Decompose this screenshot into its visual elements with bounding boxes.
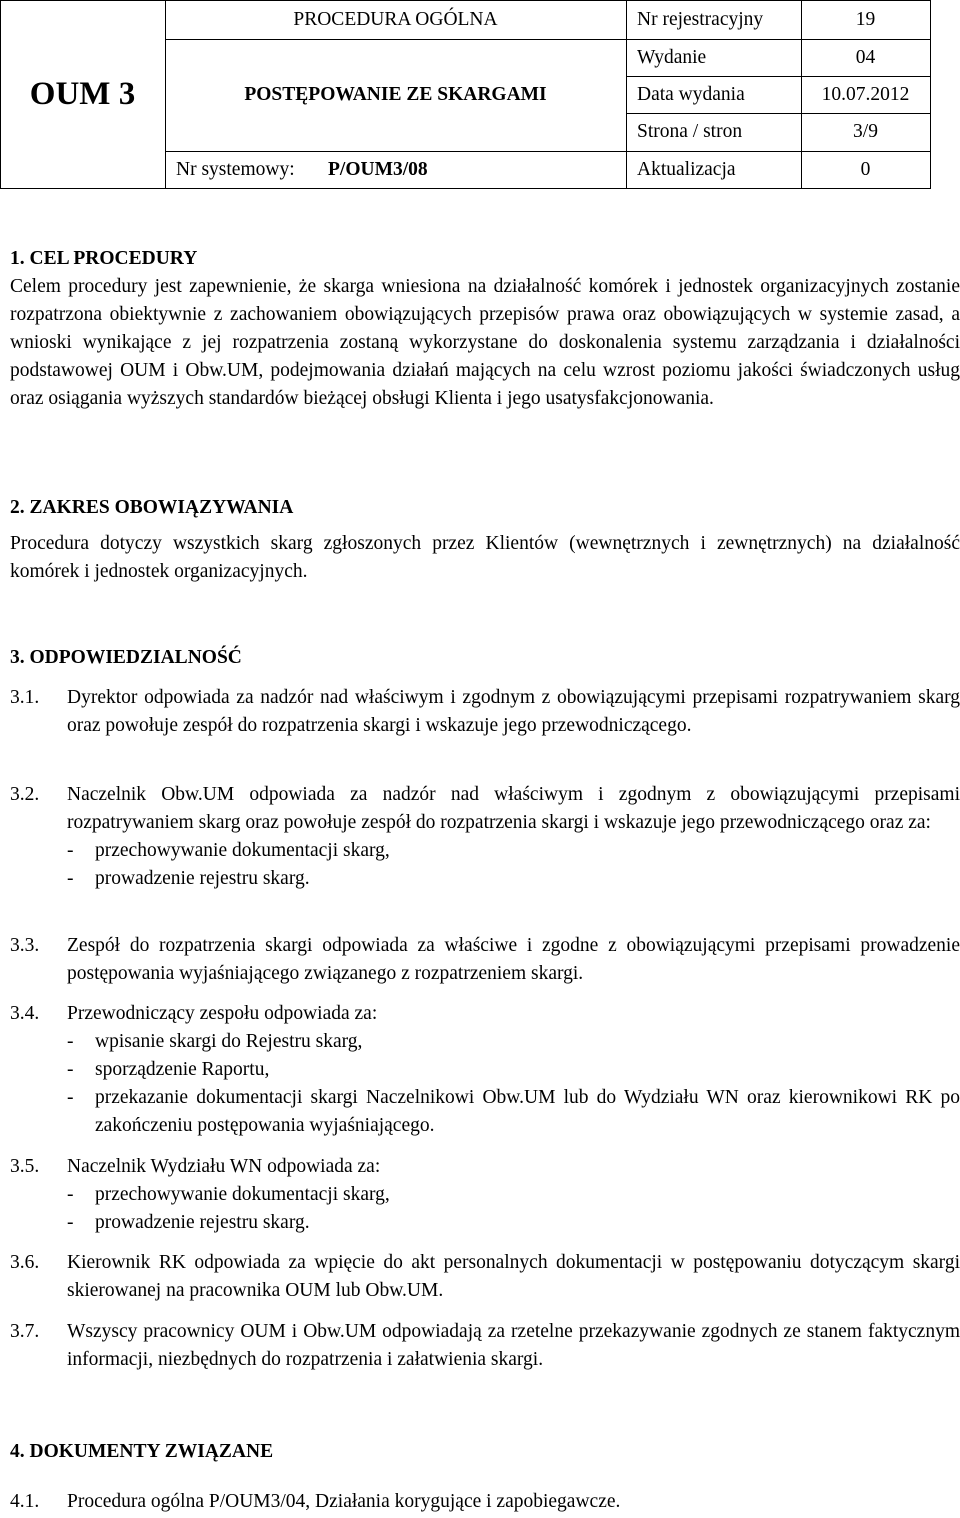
section-responsibility bbox=[10, 644, 960, 672]
system-number-label: Nr systemowy: bbox=[176, 158, 295, 180]
item-text: Przewodniczący zespołu odpowiada za: bbox=[67, 1003, 378, 1024]
section-paragraph: Celem procedury jest zapewnienie, że skarga wniesiona na działalność komórek i jednostek organizacyjnych zostanie rozpatrzona obiektywnie z zachowaniem obowiązujących przepisów prawa oraz obowiązujących w systemie zasad, a wnioski wynikające z jej rozpatrzenia zostaną wykorzystane do doskonalenia systemu zarządzania i działalności podstawowej OUM i Obw.UM, podejmowania działań mających na celu wzrost poziomu jakości świadczonych usług oraz osiągania wyższych standardów bieżącej obsługi Klienta i jego usatysfakcjonowania. bbox=[10, 276, 960, 409]
dash-bullet: - przechowywanie dokumentacji skarg, bbox=[67, 1181, 960, 1209]
list-item bbox=[10, 684, 960, 740]
section-heading: 1. CEL PROCEDURY bbox=[10, 248, 198, 269]
section-paragraph: Procedura dotyczy wszystkich skarg zgłoszonych przez Klientów (wewnętrznych i zewnętrznych) na działalność komórek i jednostek organizacyjnych. bbox=[10, 533, 960, 582]
item-text: Kierownik RK odpowiada za wpięcie do akt personalnych dokumentacji w postępowaniu dotyczącym skargi skierowanej na pracownika OUM lub Obw.UM. bbox=[67, 1252, 960, 1301]
item-number: 4.1. bbox=[10, 1491, 40, 1512]
list-item bbox=[10, 1488, 960, 1516]
procedure-code: OUM 3 bbox=[29, 76, 136, 112]
issue-date-value: 10.07.2012 bbox=[821, 83, 910, 105]
edition-value: 04 bbox=[855, 46, 876, 68]
item-number: 3.1. bbox=[10, 687, 40, 708]
item-text: Procedura ogólna P/OUM3/04, Działania korygujące i zapobiegawcze. bbox=[67, 1491, 621, 1512]
document-header-table bbox=[0, 0, 931, 189]
procedure-title: POSTĘPOWANIE ZE SKARGAMI bbox=[244, 84, 547, 105]
item-number: 3.6. bbox=[10, 1252, 40, 1273]
list-item bbox=[10, 781, 960, 893]
item-text: Naczelnik Obw.UM odpowiada za nadzór nad właściwym i zgodnym z obowiązującymi przepisami rozpatrywaniem skarg oraz powołuje zespół do rozpatrzenia skargi i wskazuje jego przewodniczącego oraz za: bbox=[67, 784, 960, 833]
dash-bullet: - przekazanie dokumentacji skargi Naczelnikowi Obw.UM lub do Wydziału WN oraz kierownikowi RK po zakończeniu postępowania wyjaśniającego. bbox=[67, 1084, 960, 1140]
system-number-value: P/OUM3/08 bbox=[328, 158, 428, 180]
list-item bbox=[10, 1000, 960, 1140]
page-count-value: 3/9 bbox=[853, 121, 878, 142]
edition-label: Wydanie bbox=[637, 46, 707, 68]
page-count-label: Strona / stron bbox=[637, 121, 743, 142]
item-number: 3.5. bbox=[10, 1156, 40, 1177]
section-scope bbox=[10, 494, 960, 586]
item-number: 3.7. bbox=[10, 1321, 40, 1342]
section-purpose bbox=[10, 245, 960, 413]
item-number: 3.2. bbox=[10, 784, 40, 805]
section-related-documents bbox=[10, 1438, 960, 1466]
list-item bbox=[10, 932, 960, 988]
procedure-type: PROCEDURA OGÓLNA bbox=[293, 8, 498, 30]
list-item bbox=[10, 1318, 960, 1374]
item-text: Wszyscy pracownicy OUM i Obw.UM odpowiadają za rzetelne przekazywanie zgodnych ze stanem faktycznym informacji, niezbędnych do rozpatrzenia i załatwienia skargi. bbox=[67, 1321, 960, 1370]
issue-date-label: Data wydania bbox=[637, 83, 745, 105]
registration-number-value: 19 bbox=[855, 8, 876, 30]
list-item bbox=[10, 1249, 960, 1305]
dash-bullet: - wpisanie skargi do Rejestru skarg, bbox=[67, 1028, 960, 1056]
dash-bullet: - prowadzenie rejestru skarg. bbox=[67, 1209, 960, 1237]
section-heading: 3. ODPOWIEDZIALNOŚĆ bbox=[10, 647, 242, 668]
dash-bullet: - przechowywanie dokumentacji skarg, bbox=[67, 837, 960, 865]
section-heading: 2. ZAKRES OBOWIĄZYWANIA bbox=[10, 497, 294, 518]
update-label: Aktualizacja bbox=[637, 158, 736, 180]
item-text: Zespół do rozpatrzenia skargi odpowiada za właściwe i zgodne z obowiązującymi przepisami prowadzenie postępowania wyjaśniającego związanego z rozpatrzeniem skargi. bbox=[67, 935, 960, 984]
list-item bbox=[10, 1153, 960, 1237]
update-value: 0 bbox=[860, 158, 871, 180]
item-text: Naczelnik Wydziału WN odpowiada za: bbox=[67, 1156, 381, 1177]
item-number: 3.3. bbox=[10, 935, 40, 956]
item-text: Dyrektor odpowiada za nadzór nad właściwym i zgodnym z obowiązującymi przepisami rozpatrywaniem skarg oraz powołuje zespół do rozpatrzenia skargi i wskazuje jego przewodniczącego. bbox=[67, 687, 960, 736]
registration-number-label: Nr rejestracyjny bbox=[637, 8, 764, 30]
section-heading: 4. DOKUMENTY ZWIĄZANE bbox=[10, 1441, 274, 1462]
item-number: 3.4. bbox=[10, 1003, 40, 1024]
dash-bullet: - prowadzenie rejestru skarg. bbox=[67, 865, 960, 893]
dash-bullet: - sporządzenie Raportu, bbox=[67, 1056, 960, 1084]
